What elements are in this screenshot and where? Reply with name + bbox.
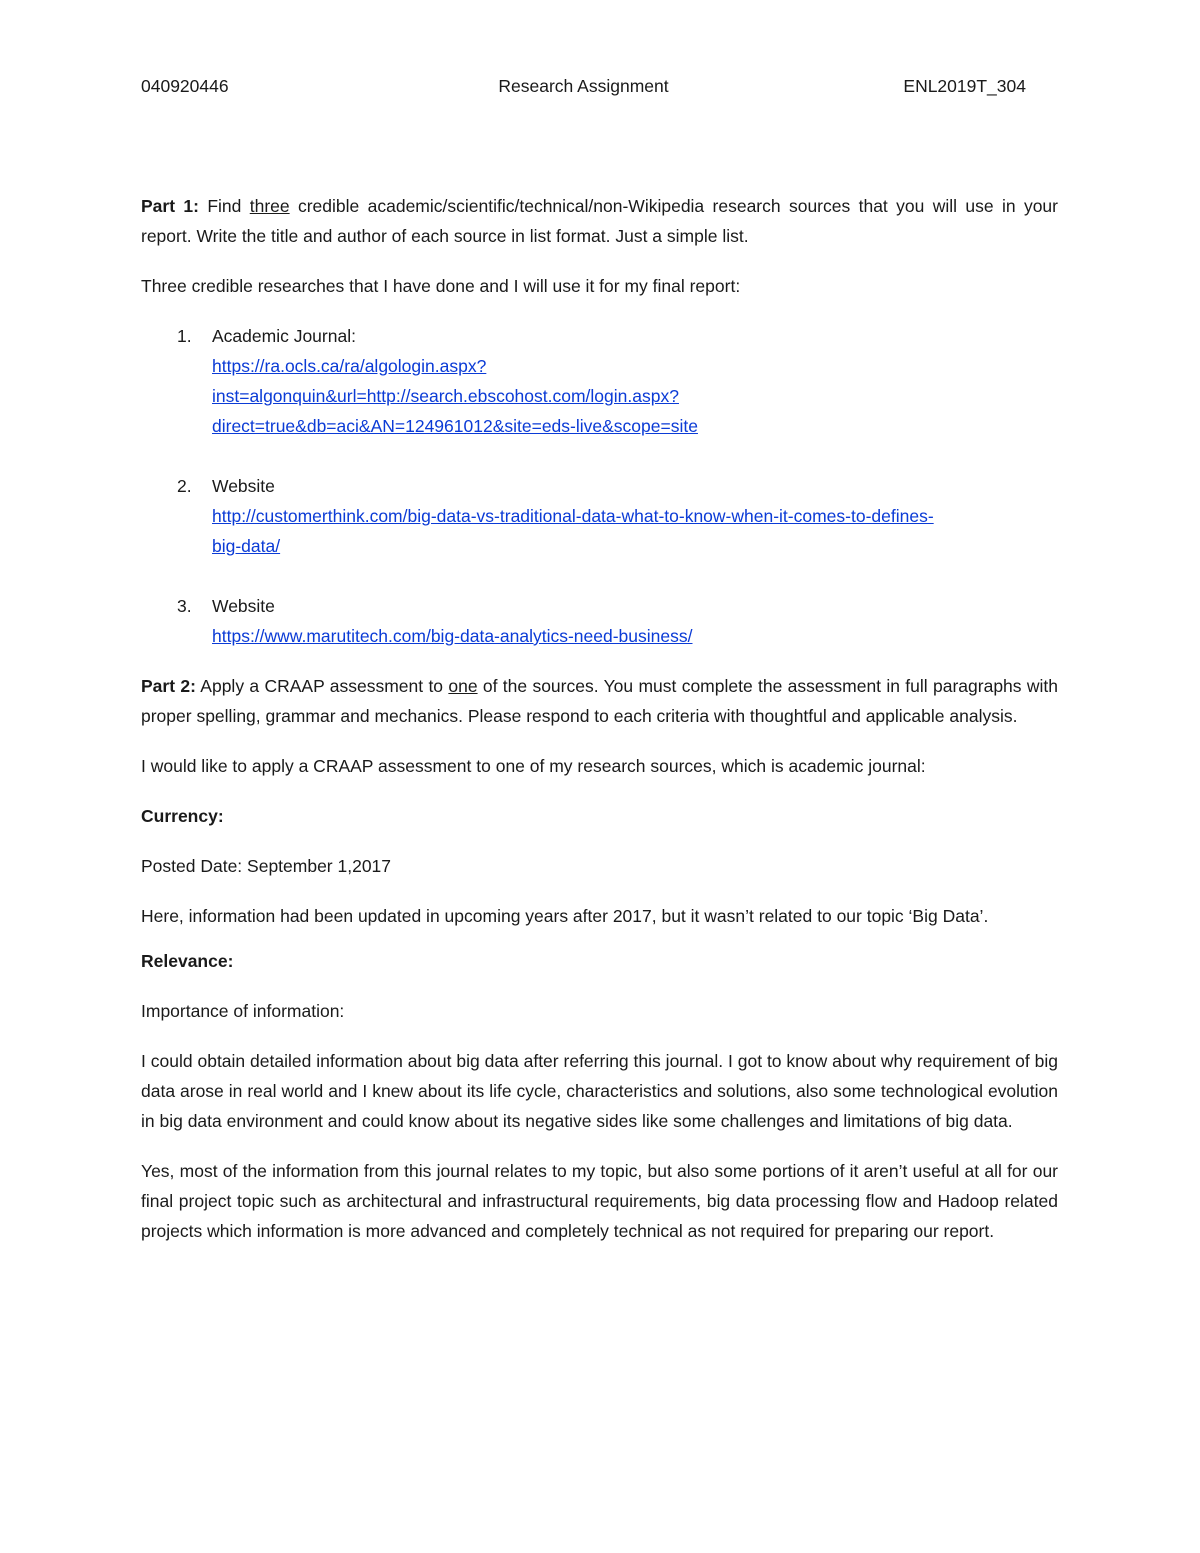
part1-text-b: credible academic/scientific/technical/non-Wikipedia research sources that you will use in your report. Write the title and author of each source in list format. Just a simple list. bbox=[141, 196, 1058, 246]
part1-instructions bbox=[141, 191, 1058, 251]
source-type: Academic Journal: bbox=[212, 326, 356, 346]
part1-intro: Three credible researches that I have done and I will use it for my final report: bbox=[141, 276, 741, 296]
posted-date: Posted Date: September 1,2017 bbox=[141, 856, 392, 876]
part2-label: Part 2: bbox=[141, 676, 196, 696]
part1-text-a: Find bbox=[198, 196, 250, 216]
part1-label: Part 1: bbox=[141, 196, 199, 216]
source-link-line[interactable]: inst=algonquin&url=http://search.ebscohost.com/login.aspx? bbox=[212, 386, 679, 406]
document-body bbox=[141, 191, 1058, 1266]
part2-text-a: Apply a CRAAP assessment to bbox=[195, 676, 449, 696]
sources-list bbox=[141, 321, 1058, 651]
list-item bbox=[141, 591, 1058, 651]
part2-text-b: of the sources. You must complete the assessment in full paragraphs with proper spelling, grammar and mechanics. Please respond to each criteria with thoughtful and applicable analysis. bbox=[141, 676, 1058, 726]
source-link-line[interactable]: direct=true&db=aci&AN=124961012&site=eds-live&scope=site bbox=[212, 416, 698, 436]
header-title: Research Assignment bbox=[498, 76, 669, 96]
currency-text: Here, information had been updated in upcoming years after 2017, but it wasn’t related to our topic ‘Big Data’. bbox=[141, 906, 989, 926]
source-link-line[interactable]: https://www.marutitech.com/big-data-analytics-need-business/ bbox=[212, 626, 693, 646]
currency-heading: Currency: bbox=[141, 806, 224, 826]
list-number: 3. bbox=[177, 596, 192, 616]
source-type: Website bbox=[212, 476, 275, 496]
source-type: Website bbox=[212, 596, 275, 616]
list-item bbox=[141, 321, 1058, 441]
list-number: 2. bbox=[177, 476, 192, 496]
relevance-heading: Relevance: bbox=[141, 951, 234, 971]
course-code: ENL2019T_304 bbox=[903, 76, 1026, 96]
part2-intro: I would like to apply a CRAAP assessment to one of my research sources, which is academic journal: bbox=[141, 756, 926, 776]
student-id: 040920446 bbox=[141, 76, 229, 96]
part2-underlined: one bbox=[448, 676, 478, 696]
part1-underlined: three bbox=[249, 196, 290, 216]
source-link-line[interactable]: big-data/ bbox=[212, 536, 281, 556]
list-number: 1. bbox=[177, 326, 192, 346]
relevance-paragraph-2: Yes, most of the information from this journal relates to my topic, but also some portions of it aren’t useful at all for our final project topic such as architectural and infrastructural requirements, big data processing flow and Hadoop related projects which information is more advanced and completely technical as not required for preparing our report. bbox=[141, 1161, 1058, 1241]
page-header bbox=[141, 71, 1026, 101]
source-link-line[interactable]: https://ra.ocls.ca/ra/algologin.aspx? bbox=[212, 356, 487, 376]
relevance-paragraph-1: I could obtain detailed information about big data after referring this journal. I got to know about why requirement of big data arose in real world and I knew about its life cycle, characteristics and solutions, also some technological evolution in big data environment and could know about its negative sides like some challenges and limitations of big data. bbox=[141, 1051, 1058, 1131]
relevance-subheading: Importance of information: bbox=[141, 1001, 345, 1021]
list-item bbox=[141, 471, 1058, 561]
part2-instructions bbox=[141, 671, 1058, 731]
source-link-line[interactable]: http://customerthink.com/big-data-vs-traditional-data-what-to-know-when-it-comes-to-defines- bbox=[212, 506, 934, 526]
